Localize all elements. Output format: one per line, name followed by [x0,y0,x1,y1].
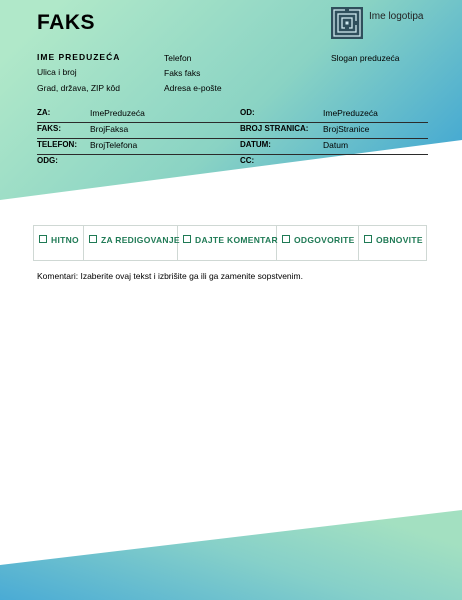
maze-logo-icon [331,7,363,39]
company-phone: Telefon [164,53,192,63]
cc-label: CC: [240,156,255,165]
fax-value[interactable]: BrojFaksa [90,124,129,134]
page-title: FAKS [37,11,96,34]
checkbox-label: OBNOVITE [376,235,423,245]
phone-label: TELEFON: [37,140,77,149]
checkbox-square-icon[interactable] [183,235,191,243]
checkbox-recycle[interactable] [359,226,426,260]
checkbox-label: ZA REDIGOVANJE [101,235,180,245]
checkbox-for-review[interactable] [84,226,178,260]
checkbox-urgent[interactable] [34,226,84,260]
company-name: IME PREDUZEĆA [37,52,121,62]
checkbox-label: DAJTE KOMENTAR [195,235,278,245]
pages-label: BROJ STRANICA: [240,124,309,133]
field-row-to-from [37,106,428,123]
from-value[interactable]: ImePreduzeća [323,108,378,118]
company-slogan: Slogan preduzeća [331,53,400,63]
checkbox-row [33,225,427,261]
from-label: OD: [240,108,255,117]
logo-name: Ime logotipa [369,11,424,22]
fax-label: FAKS: [37,124,61,133]
company-fax: Faks faks [164,68,201,78]
field-row-re-cc [37,154,428,170]
checkbox-square-icon[interactable] [39,235,47,243]
field-row-fax-pages [37,122,428,139]
bottom-gradient-shape [0,510,462,600]
checkbox-label: ODGOVORITE [294,235,355,245]
checkbox-square-icon[interactable] [89,235,97,243]
checkbox-square-icon[interactable] [282,235,290,243]
to-label: ZA: [37,108,51,117]
re-label: ODG: [37,156,58,165]
checkbox-comment[interactable] [178,226,277,260]
date-label: DATUM: [240,140,271,149]
company-email: Adresa e-pošte [164,83,222,93]
checkbox-square-icon[interactable] [364,235,372,243]
phone-value[interactable]: BrojTelefona [90,140,138,150]
company-street: Ulica i broj [37,67,77,77]
field-row-phone-date [37,138,428,155]
date-value[interactable]: Datum [323,140,349,150]
checkbox-label: HITNO [51,235,79,245]
comments-text[interactable]: Komentari: Izaberite ovaj tekst i izbrišite ga ili ga zamenite sopstvenim. [37,271,303,281]
pages-value[interactable]: BrojStranice [323,124,370,134]
checkbox-reply[interactable] [277,226,359,260]
company-city: Grad, država, ZIP kôd [37,83,120,93]
to-value[interactable]: ImePreduzeća [90,108,145,118]
